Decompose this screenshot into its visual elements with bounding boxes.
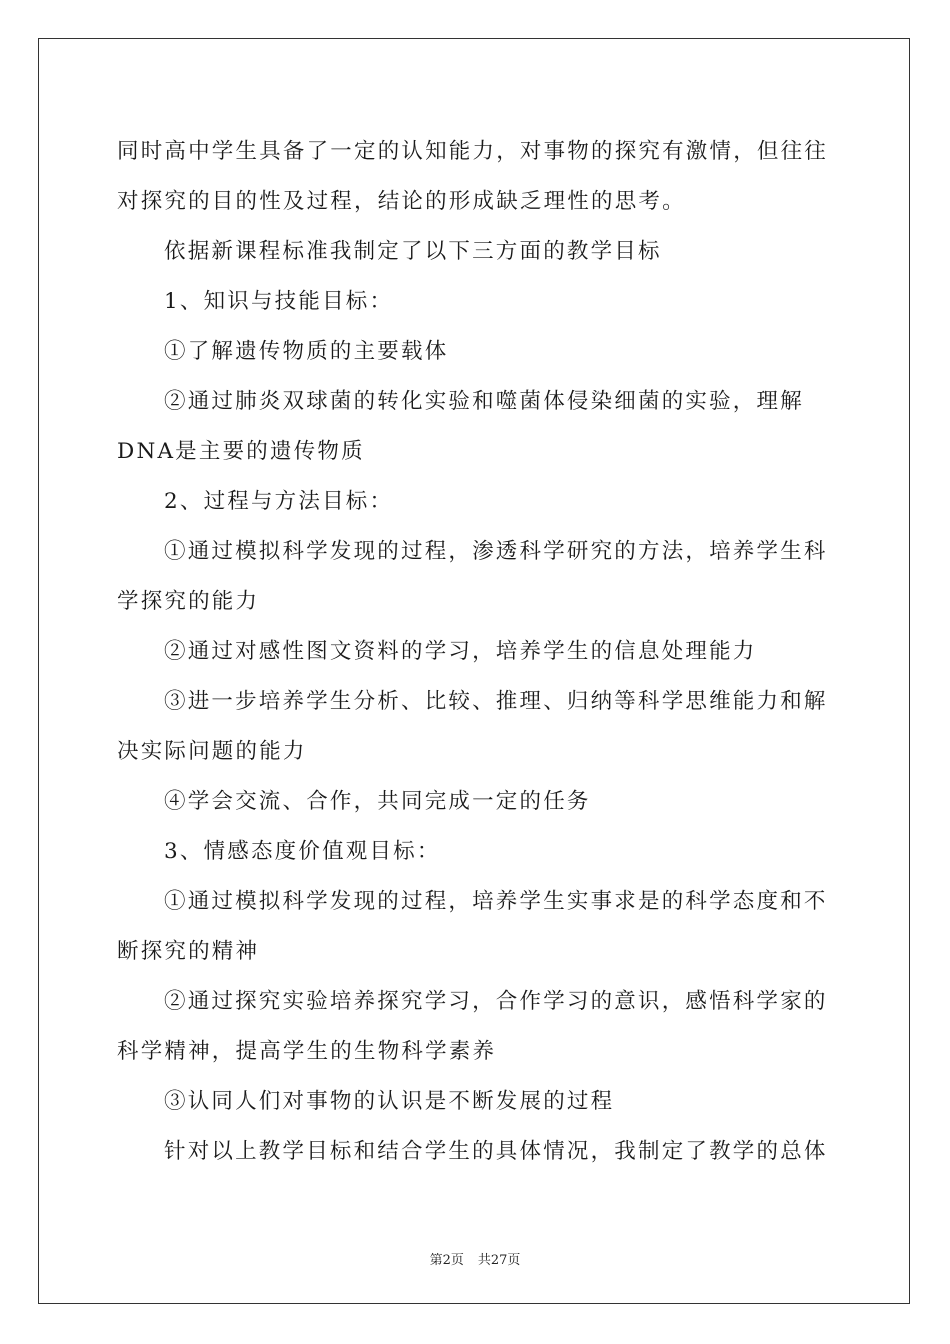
text-line-14: ④学会交流、合作，共同完成一定的任务 xyxy=(164,789,591,814)
section-heading-process: 2、过程与方法目标： xyxy=(164,489,394,514)
section-heading-knowledge: 1、知识与技能目标： xyxy=(164,289,394,314)
text-line-16: ①通过模拟科学发现的过程，培养学生实事求是的科学态度和不 xyxy=(164,889,828,914)
page-number: 第2页 xyxy=(429,1253,464,1268)
text-line-20: ③认同人们对事物的认识是不断发展的过程 xyxy=(164,1089,615,1114)
page-footer xyxy=(0,1249,950,1268)
text-line-12: ③进一步培养学生分析、比较、推理、归纳等科学思维能力和解 xyxy=(164,689,828,714)
text-line-7: DNA是主要的遗传物质 xyxy=(117,439,365,464)
text-line-3: 依据新课程标准我制定了以下三方面的教学目标 xyxy=(164,239,662,264)
document-body xyxy=(117,127,835,1177)
text-line-21: 针对以上教学目标和结合学生的具体情况，我制定了教学的总体 xyxy=(164,1139,828,1164)
section-heading-emotion: 3、情感态度价值观目标： xyxy=(164,839,441,864)
text-line-2: 对探究的目的性及过程，结论的形成缺乏理性的思考。 xyxy=(117,189,686,214)
text-line-17: 断探究的精神 xyxy=(117,939,260,964)
text-line-9: ①通过模拟科学发现的过程，渗透科学研究的方法，培养学生科 xyxy=(164,539,828,564)
text-line-5: ①了解遗传物质的主要载体 xyxy=(164,339,449,364)
text-line-13: 决实际问题的能力 xyxy=(117,739,307,764)
text-line-1: 同时高中学生具备了一定的认知能力，对事物的探究有激情，但往往 xyxy=(117,139,829,164)
text-line-11: ②通过对感性图文资料的学习，培养学生的信息处理能力 xyxy=(164,639,757,664)
text-line-6: ②通过肺炎双球菌的转化实验和噬菌体侵染细菌的实验，理解 xyxy=(164,389,804,414)
text-line-19: 科学精神，提高学生的生物科学素养 xyxy=(117,1039,497,1064)
page-total: 共27页 xyxy=(477,1253,521,1268)
text-line-18: ②通过探究实验培养探究学习，合作学习的意识，感悟科学家的 xyxy=(164,989,828,1014)
text-line-10: 学探究的能力 xyxy=(117,589,260,614)
